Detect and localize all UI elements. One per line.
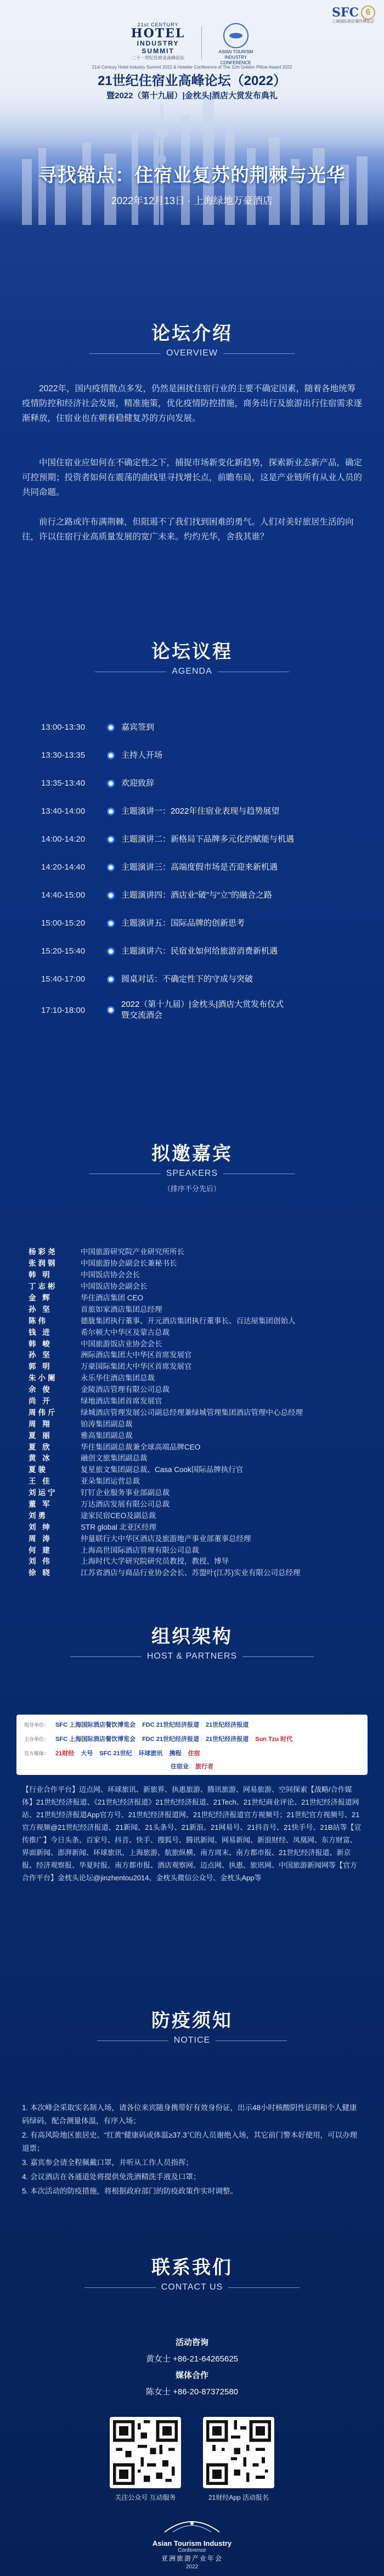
partner-logo: FDC 21世纪经济报道 xyxy=(142,1722,199,1728)
qr-code-right[interactable] xyxy=(195,2417,283,2502)
partner-row-tag: 指导单位： xyxy=(24,1722,49,1728)
partner-logo: 21财经 xyxy=(55,1750,75,1757)
notice-subtitle: NOTICE xyxy=(173,2036,211,2045)
partner-logo: FDC 21世纪经济报道 xyxy=(142,1736,199,1743)
event-inquiry-contact[interactable]: 黄女士 +86-21-64265625 xyxy=(145,2354,239,2364)
overview-paragraph-3: 前行之路或许布满荆棘，但阻遏不了我们找到困难的勇气。人们对美好旅居生活的向往，许以住宿行业高质量发展的宽广未来。灼灼光华，舍我其谁？ xyxy=(22,517,354,542)
speaker-row xyxy=(29,1372,358,1383)
hotel-logo-line3: INDUSTRY xyxy=(137,40,179,47)
partner-logo: SFC 21世纪 xyxy=(99,1750,132,1757)
event-date-venue: 2022年12月13日 · 上海绿地万豪酒店 xyxy=(111,195,273,206)
speaker-row xyxy=(29,1337,358,1349)
logo-divider xyxy=(201,26,202,59)
overview-heading xyxy=(0,318,384,358)
notice-title: 防疫须知 xyxy=(151,2010,233,2031)
notice-item: 3. 嘉宾参会请全程佩戴口罩，并听从工作人员指挥； xyxy=(22,2158,194,2167)
speaker-row xyxy=(29,1406,358,1417)
agenda-time: 15:20-15:40 xyxy=(41,946,86,956)
agenda-item xyxy=(41,909,348,937)
timeline-dot-icon xyxy=(107,780,115,787)
partner-row-tag: 主办单位： xyxy=(24,1736,49,1742)
notice-item: 4. 会议酒店在各通道处将提供免洗酒精洗手液及口罩； xyxy=(22,2173,201,2181)
agenda-time: 14:00-14:20 xyxy=(41,835,86,844)
speaker-title: 中国饭店协会会长 xyxy=(81,1271,140,1279)
speaker-title: 雅高集团副总裁 xyxy=(81,1431,133,1440)
timeline-dot-icon xyxy=(107,948,115,955)
agenda-title-text: 2022（第十九届）|金枕头|酒店大赏发布仪式暨交流酒会 xyxy=(121,1000,284,1020)
qr-code-icon[interactable] xyxy=(110,2417,181,2488)
timeline-dot-icon xyxy=(107,1006,115,1014)
speaker-name: 夏骏 xyxy=(29,1465,48,1474)
footer-logo xyxy=(0,2516,384,2570)
speaker-title: 中国旅游研究院产业研究所所长 xyxy=(81,1248,184,1256)
agenda-time: 14:20-14:40 xyxy=(41,863,86,872)
partner-logo-row xyxy=(24,1720,360,1729)
speaker-row xyxy=(29,1269,358,1280)
sfc-logo-number: 6 xyxy=(361,5,375,20)
speaker-row xyxy=(29,1429,358,1440)
qr-code-left[interactable] xyxy=(101,2417,189,2502)
timeline-dot-icon xyxy=(107,976,115,983)
hotel-logo-line2: HOTEL xyxy=(131,26,185,41)
agenda-title-text: 主题演讲六：民宿业如何给旅游消费新机遇 xyxy=(121,946,278,956)
agenda-title-text: 圆桌对话：不确定性下的守成与突破 xyxy=(121,974,253,984)
speaker-title: 中国饭店协会副会长 xyxy=(81,1282,148,1291)
agenda-item xyxy=(41,741,348,769)
speaker-name: 刘运宁 xyxy=(29,1489,58,1497)
speaker-name: 夏 欣 xyxy=(29,1442,52,1451)
agenda-item xyxy=(41,965,348,993)
agenda-time: 17:10-18:00 xyxy=(41,1005,86,1015)
speaker-title: 德胧集团执行董事、开元酒店集团执行董事长、百达屋集团创始人 xyxy=(81,1316,296,1325)
footer-line2: 亚洲旅游产业年会 xyxy=(161,2555,223,2562)
speaker-list xyxy=(29,1245,358,1578)
hotel-summit-logo xyxy=(131,22,185,66)
speaker-row xyxy=(29,1245,358,1257)
speaker-name: 朱小阑 xyxy=(29,1374,58,1383)
partner-logo: Sun Tzu 时代 xyxy=(255,1736,293,1743)
speaker-title: 融创文旅集团副总裁 xyxy=(81,1454,148,1463)
qr-code-icon[interactable] xyxy=(203,2417,274,2488)
speaker-title: 复星旅文集团副总裁、Casa Cook国际品牌执行官 xyxy=(81,1465,244,1474)
speaker-name: 刘勇 xyxy=(29,1511,48,1520)
speaker-row xyxy=(29,1314,358,1326)
agenda-title-text: 主题演讲二：新格局下品牌多元化的赋能与机遇 xyxy=(121,834,295,844)
speaker-title: 首旅如家酒店集团总经理 xyxy=(81,1305,162,1314)
speakers-heading xyxy=(0,1138,384,1193)
agenda-item xyxy=(41,853,348,881)
contact-heading xyxy=(0,2252,384,2292)
agenda-heading xyxy=(0,636,384,677)
speaker-row xyxy=(29,1383,358,1395)
agenda-title-text: 欢迎致辞 xyxy=(121,778,155,788)
agenda-time: 15:40-17:00 xyxy=(41,974,86,984)
timeline-dot-icon xyxy=(107,864,115,871)
speaker-row xyxy=(29,1292,358,1303)
speaker-name: 孙 坚 xyxy=(29,1305,52,1314)
agenda-time: 13:40-14:00 xyxy=(41,807,86,816)
speaker-name: 董 军 xyxy=(29,1500,52,1509)
speaker-row xyxy=(29,1360,358,1372)
speaker-title: 铂涛集团副总裁 xyxy=(81,1419,133,1428)
speaker-row xyxy=(29,1349,358,1360)
speaker-title: 钉钉企业服务事业部副总裁 xyxy=(81,1489,170,1497)
speaker-row xyxy=(29,1532,358,1543)
speaker-title: 上海高世国际酒店管理有限公司总裁 xyxy=(81,1546,199,1554)
event-title xyxy=(0,72,384,102)
speaker-row xyxy=(29,1509,358,1520)
sfc-logo-text: SFC xyxy=(331,5,359,20)
qr-left-label: 关注公众号 互动服务 xyxy=(115,2494,176,2501)
globe-icon xyxy=(223,23,249,48)
speaker-row xyxy=(29,1475,358,1486)
speaker-row xyxy=(29,1555,358,1566)
speaker-title: 中国旅游饭店业协会会长 xyxy=(81,1339,162,1348)
speaker-name: 郭 明 xyxy=(29,1362,52,1371)
ati-logo-line3: CONFERENCE xyxy=(220,60,251,65)
speaker-title: 上海时代大学研究院研究员教授，教授、博导 xyxy=(81,1557,229,1566)
overview-paragraph-2: 中国住宿业应如何在不确定性之下，捕捉市场新变化新趋势，探索新业态新产品，确定可控预期；投资者如何在震荡的曲线里寻找增长点，前瞻布局，这是产业链所有从业人员的共同命题。 xyxy=(22,458,363,497)
footer-line1: Asian Tourism Industry xyxy=(152,2539,232,2547)
speaker-name: 周伟斤 xyxy=(29,1408,58,1417)
sfc-logo xyxy=(331,5,375,24)
asian-tourism-logo xyxy=(218,22,253,66)
agenda-title-text: 主题演讲三：高端度假市场是否迎来新机遇 xyxy=(121,862,278,872)
notice-list xyxy=(22,2101,362,2199)
speaker-row xyxy=(29,1452,358,1463)
speaker-title: 华住集团副总裁兼全球高端品牌CEO xyxy=(81,1442,201,1451)
overview-title: 论坛介绍 xyxy=(151,323,233,344)
speaker-title: 绿地酒店集团首席发展官 xyxy=(81,1397,162,1406)
agenda-item xyxy=(41,825,348,853)
speaker-title: 江苏省酒店与商品行业协会会长、苏盟叶(江苏)实业有限公司总经理 xyxy=(81,1569,301,1577)
partner-logo-row xyxy=(24,1734,360,1743)
agenda-time: 13:30-13:35 xyxy=(41,751,86,760)
speaker-title: 中国旅游协会副会长兼秘书长 xyxy=(81,1259,177,1268)
speaker-row xyxy=(29,1257,358,1269)
agenda-title-text: 主题演讲四：酒店业“破”与“立”的融合之路 xyxy=(121,890,272,900)
speaker-row xyxy=(29,1566,358,1578)
timeline-dot-icon xyxy=(107,808,115,815)
speaker-title: 绿城酒店管理发展公司副总经理兼绿城管理集团酒店管理中心总经理 xyxy=(81,1408,303,1417)
speaker-row xyxy=(29,1303,358,1314)
event-title-line2: 暨2022（第十九届）|金枕头|酒店大赏发布典礼 xyxy=(106,91,278,100)
speaker-name: 韩 峻 xyxy=(29,1339,52,1348)
speaker-name: 周 涛 xyxy=(29,1534,52,1543)
agenda-list xyxy=(41,713,348,1027)
timeline-dot-icon xyxy=(107,724,115,731)
hero-banner xyxy=(0,0,384,351)
agenda-title-text: 主题演讲一：2022年住宿业表现与趋势展望 xyxy=(121,806,280,816)
timeline-dot-icon xyxy=(107,920,115,927)
event-title-line1: 21世纪住宿业高峰论坛（2022） xyxy=(97,74,287,88)
speaker-name: 张润钢 xyxy=(29,1259,58,1268)
agenda-item xyxy=(41,769,348,797)
speakers-order-note: （排序不分先后） xyxy=(163,1185,221,1193)
speaker-title: 华住酒店集团 CEO xyxy=(81,1294,144,1302)
contact-info xyxy=(0,2335,384,2400)
speaker-name: 刘 绅 xyxy=(29,1523,52,1531)
speaker-row xyxy=(29,1486,358,1498)
agenda-title-text: 主持人开场 xyxy=(121,750,163,760)
notice-item: 1. 本次峰会采取实名制入场，请各位来宾随身携带好有效身份证，出示48小时核酸阴性证明和个人健康码绿码，配合测量体温，有序入场； xyxy=(22,2104,357,2125)
event-inquiry-heading: 活动咨询 xyxy=(175,2338,208,2347)
partner-row-tag: 官方媒体： xyxy=(24,1750,49,1756)
agenda-time: 15:00-15:20 xyxy=(41,918,86,928)
speaker-row xyxy=(29,1326,358,1337)
speaker-row xyxy=(29,1280,358,1292)
event-slogan: 寻找锚点：住宿业复苏的荆棘与光华 xyxy=(38,165,346,186)
speakers-title: 拟邀嘉宾 xyxy=(151,1143,233,1164)
speaker-row xyxy=(29,1440,358,1452)
agenda-title-text: 嘉宾签到 xyxy=(121,722,155,732)
partner-logo-row xyxy=(24,1762,360,1771)
sfc-logo-subtitle: 上海国际酒店餐饮博览会 xyxy=(331,20,374,24)
contact-subtitle: CONTACT US xyxy=(161,2282,223,2292)
speaker-row xyxy=(29,1498,358,1509)
speaker-name: 钱 进 xyxy=(29,1328,52,1337)
footer-line4: 2022 xyxy=(185,2564,199,2570)
agenda-title: 论坛议程 xyxy=(151,641,233,662)
media-cooperation-contact[interactable]: 陈女士 +86-20-87372580 xyxy=(145,2387,239,2397)
speaker-title: 希尔顿大中华区及蒙古总裁 xyxy=(81,1328,170,1337)
agenda-item xyxy=(41,881,348,909)
notice-heading xyxy=(0,2005,384,2045)
qr-right-label: 21财经App 活动报名 xyxy=(208,2494,269,2501)
partner-logos-panel xyxy=(16,1715,368,1775)
partners-description: 【行业合作平台】迈点网、环球旅讯、新旅界、执惠旅游、腾讯旅游、网易旅游、空间探索【战略/合作媒体】21世纪经济报道、《21世纪经济报道》21世纪经济报道、21Tech、21世纪商业评论、21世纪经济报道网站、21世纪经济报道App官方号、21世纪经济报道网、21世纪经济报道官方视频号；21世纪官方视频号、21官方视频@21世纪经济报道、21新闻、21头条号、21新浪、21网易号、21抖音号、21快手号、21B站等【宣传推广】今日头条、百家号、抖音、快手、搜狐号、腾讯新闻、网易新闻、新浪财经、凤凰网、东方财富、界面新闻、澎湃新闻、环球旅讯、上海旅游、航旅纵横、南方周末、南方都市报、21世纪经济报道、新京报、经济观察报、华夏时报、南方都市报、酒店观察网、迈点网、执惠、旅讯网、中国旅游新闻网等【官方合作平台】金枕头论坛@jinzhentou2014、金枕头微信公众号、金枕头App等 xyxy=(22,1785,362,1882)
speaker-name: 韩 明 xyxy=(29,1271,52,1279)
speaker-name: 余 俊 xyxy=(29,1385,52,1394)
hotel-logo-line4: SUMMIT xyxy=(142,47,174,55)
notice-item: 2. 有高风险地区旅居史、“红黄”健康码或体温≥37.3℃的人员谢绝入场，其它前门警本好使用，可以办理退票； xyxy=(22,2131,358,2152)
partner-logo-row xyxy=(24,1749,360,1757)
speaker-title: 金陵酒店管理有限公司总裁 xyxy=(81,1385,170,1394)
agenda-time: 13:00-13:30 xyxy=(41,723,86,732)
speaker-name: 丁志彬 xyxy=(29,1282,58,1291)
hotel-logo-line1: 21st CENTURY xyxy=(137,22,179,27)
footer-line3: Conference xyxy=(178,2547,206,2554)
speaker-row xyxy=(29,1395,358,1406)
speaker-title: 途家民宿CEO及副总裁 xyxy=(81,1511,156,1520)
globe-arc-icon xyxy=(162,2516,222,2534)
partner-logo: 21世纪经济报道 xyxy=(205,1722,249,1728)
ati-logo-line1: ASIAN TOURISM xyxy=(218,49,253,54)
speaker-name: 夏 丽 xyxy=(29,1431,52,1440)
partners-subtitle: HOST & PARTNERS xyxy=(146,1651,238,1661)
agenda-item xyxy=(41,713,348,741)
partner-logo: 旅行者 xyxy=(195,1763,213,1770)
partner-logo: 大号 xyxy=(81,1750,93,1757)
speaker-name: 王 佳 xyxy=(29,1477,52,1486)
agenda-item xyxy=(41,937,348,965)
timeline-dot-icon xyxy=(107,836,115,843)
speaker-row xyxy=(29,1463,358,1475)
speaker-name: 刘 伟 xyxy=(29,1557,52,1566)
agenda-time: 14:40-15:00 xyxy=(41,890,86,900)
speaker-row xyxy=(29,1417,358,1429)
speaker-name: 黄 冰 xyxy=(29,1454,52,1463)
hero-english-subtitle: 21st Century Hotel Industry Summit 2022 & Hotelier Conference of The 11th Golden Pillow Award 2022 xyxy=(92,65,292,70)
speaker-name: 陈伟 xyxy=(29,1316,48,1325)
speaker-title: 洲际酒店集团大中华区首席发展官 xyxy=(81,1351,192,1360)
media-cooperation-heading: 媒体合作 xyxy=(175,2371,208,2380)
agenda-title-text: 主题演讲五：国际品牌的创新思考 xyxy=(121,918,245,928)
speaker-title: 永乐华住酒店集团总裁 xyxy=(81,1374,155,1383)
speaker-name: 金 辉 xyxy=(29,1294,52,1302)
agenda-item xyxy=(41,993,348,1027)
timeline-dot-icon xyxy=(107,892,115,899)
hotel-logo-line5: 二十一世纪住宿业高峰论坛 xyxy=(132,55,185,60)
overview-subtitle: OVERVIEW xyxy=(166,348,218,358)
speaker-title: 仲量联行大中华区酒店及旅游地产事业部董事总经理 xyxy=(81,1534,251,1543)
notice-item: 5. 本次活动的防疫措施，将根据政府部门的防疫政策作实时调整。 xyxy=(22,2187,238,2195)
ati-logo-line2: INDUSTRY xyxy=(224,55,247,60)
speaker-title: 万达酒店发展有限公司总裁 xyxy=(81,1500,170,1509)
partner-logo: 携程 xyxy=(169,1750,182,1757)
speaker-title: STR global 北亚区经理 xyxy=(81,1523,157,1531)
speaker-title: 万豪国际集团大中华区首席发展官 xyxy=(81,1362,192,1371)
speaker-row xyxy=(29,1520,358,1532)
speakers-subtitle: SPEAKERS xyxy=(166,1169,218,1178)
agenda-time: 13:35-13:40 xyxy=(41,779,86,788)
speaker-name: 杨彩尧 xyxy=(29,1248,58,1256)
speaker-row xyxy=(29,1543,358,1555)
partners-title: 组织架构 xyxy=(151,1626,233,1647)
partner-logo: SFC 上海国际酒店餐饮博览会 xyxy=(55,1722,136,1728)
partner-logo: 住宿业 xyxy=(171,1763,189,1770)
timeline-dot-icon xyxy=(107,752,115,759)
contact-title: 联系我们 xyxy=(151,2257,233,2278)
speaker-name: 周 翔 xyxy=(29,1419,52,1428)
speaker-name: 尚 开 xyxy=(29,1397,52,1406)
partner-logo: 住宿 xyxy=(188,1750,200,1757)
speaker-name: 何 建 xyxy=(29,1546,52,1554)
overview-paragraph-1: 2022年，国内疫情散点多发，仍然是困扰住宿行业的主要不确定因素，随着各地统筹疫情防控和经济社会发展，精准施策，优化疫情防控措施，商务出行及旅游出行住宿需求逐渐释放，住宿业也在朝着稳健复苏的方向发展。 xyxy=(22,384,363,423)
agenda-item xyxy=(41,797,348,825)
speaker-title: 亚朵集团运营总裁 xyxy=(81,1477,140,1486)
partner-logo: 21世纪经济报道 xyxy=(205,1736,249,1743)
host-logos xyxy=(0,22,384,66)
partner-logo: SFC 上海国际酒店餐饮博览会 xyxy=(55,1736,136,1743)
speaker-name: 孙 坚 xyxy=(29,1351,52,1360)
agenda-subtitle: AGENDA xyxy=(172,667,212,676)
partners-heading xyxy=(0,1621,384,1661)
partner-logo: 环球旅讯 xyxy=(138,1750,163,1757)
speaker-name: 徐 晓 xyxy=(29,1569,52,1577)
